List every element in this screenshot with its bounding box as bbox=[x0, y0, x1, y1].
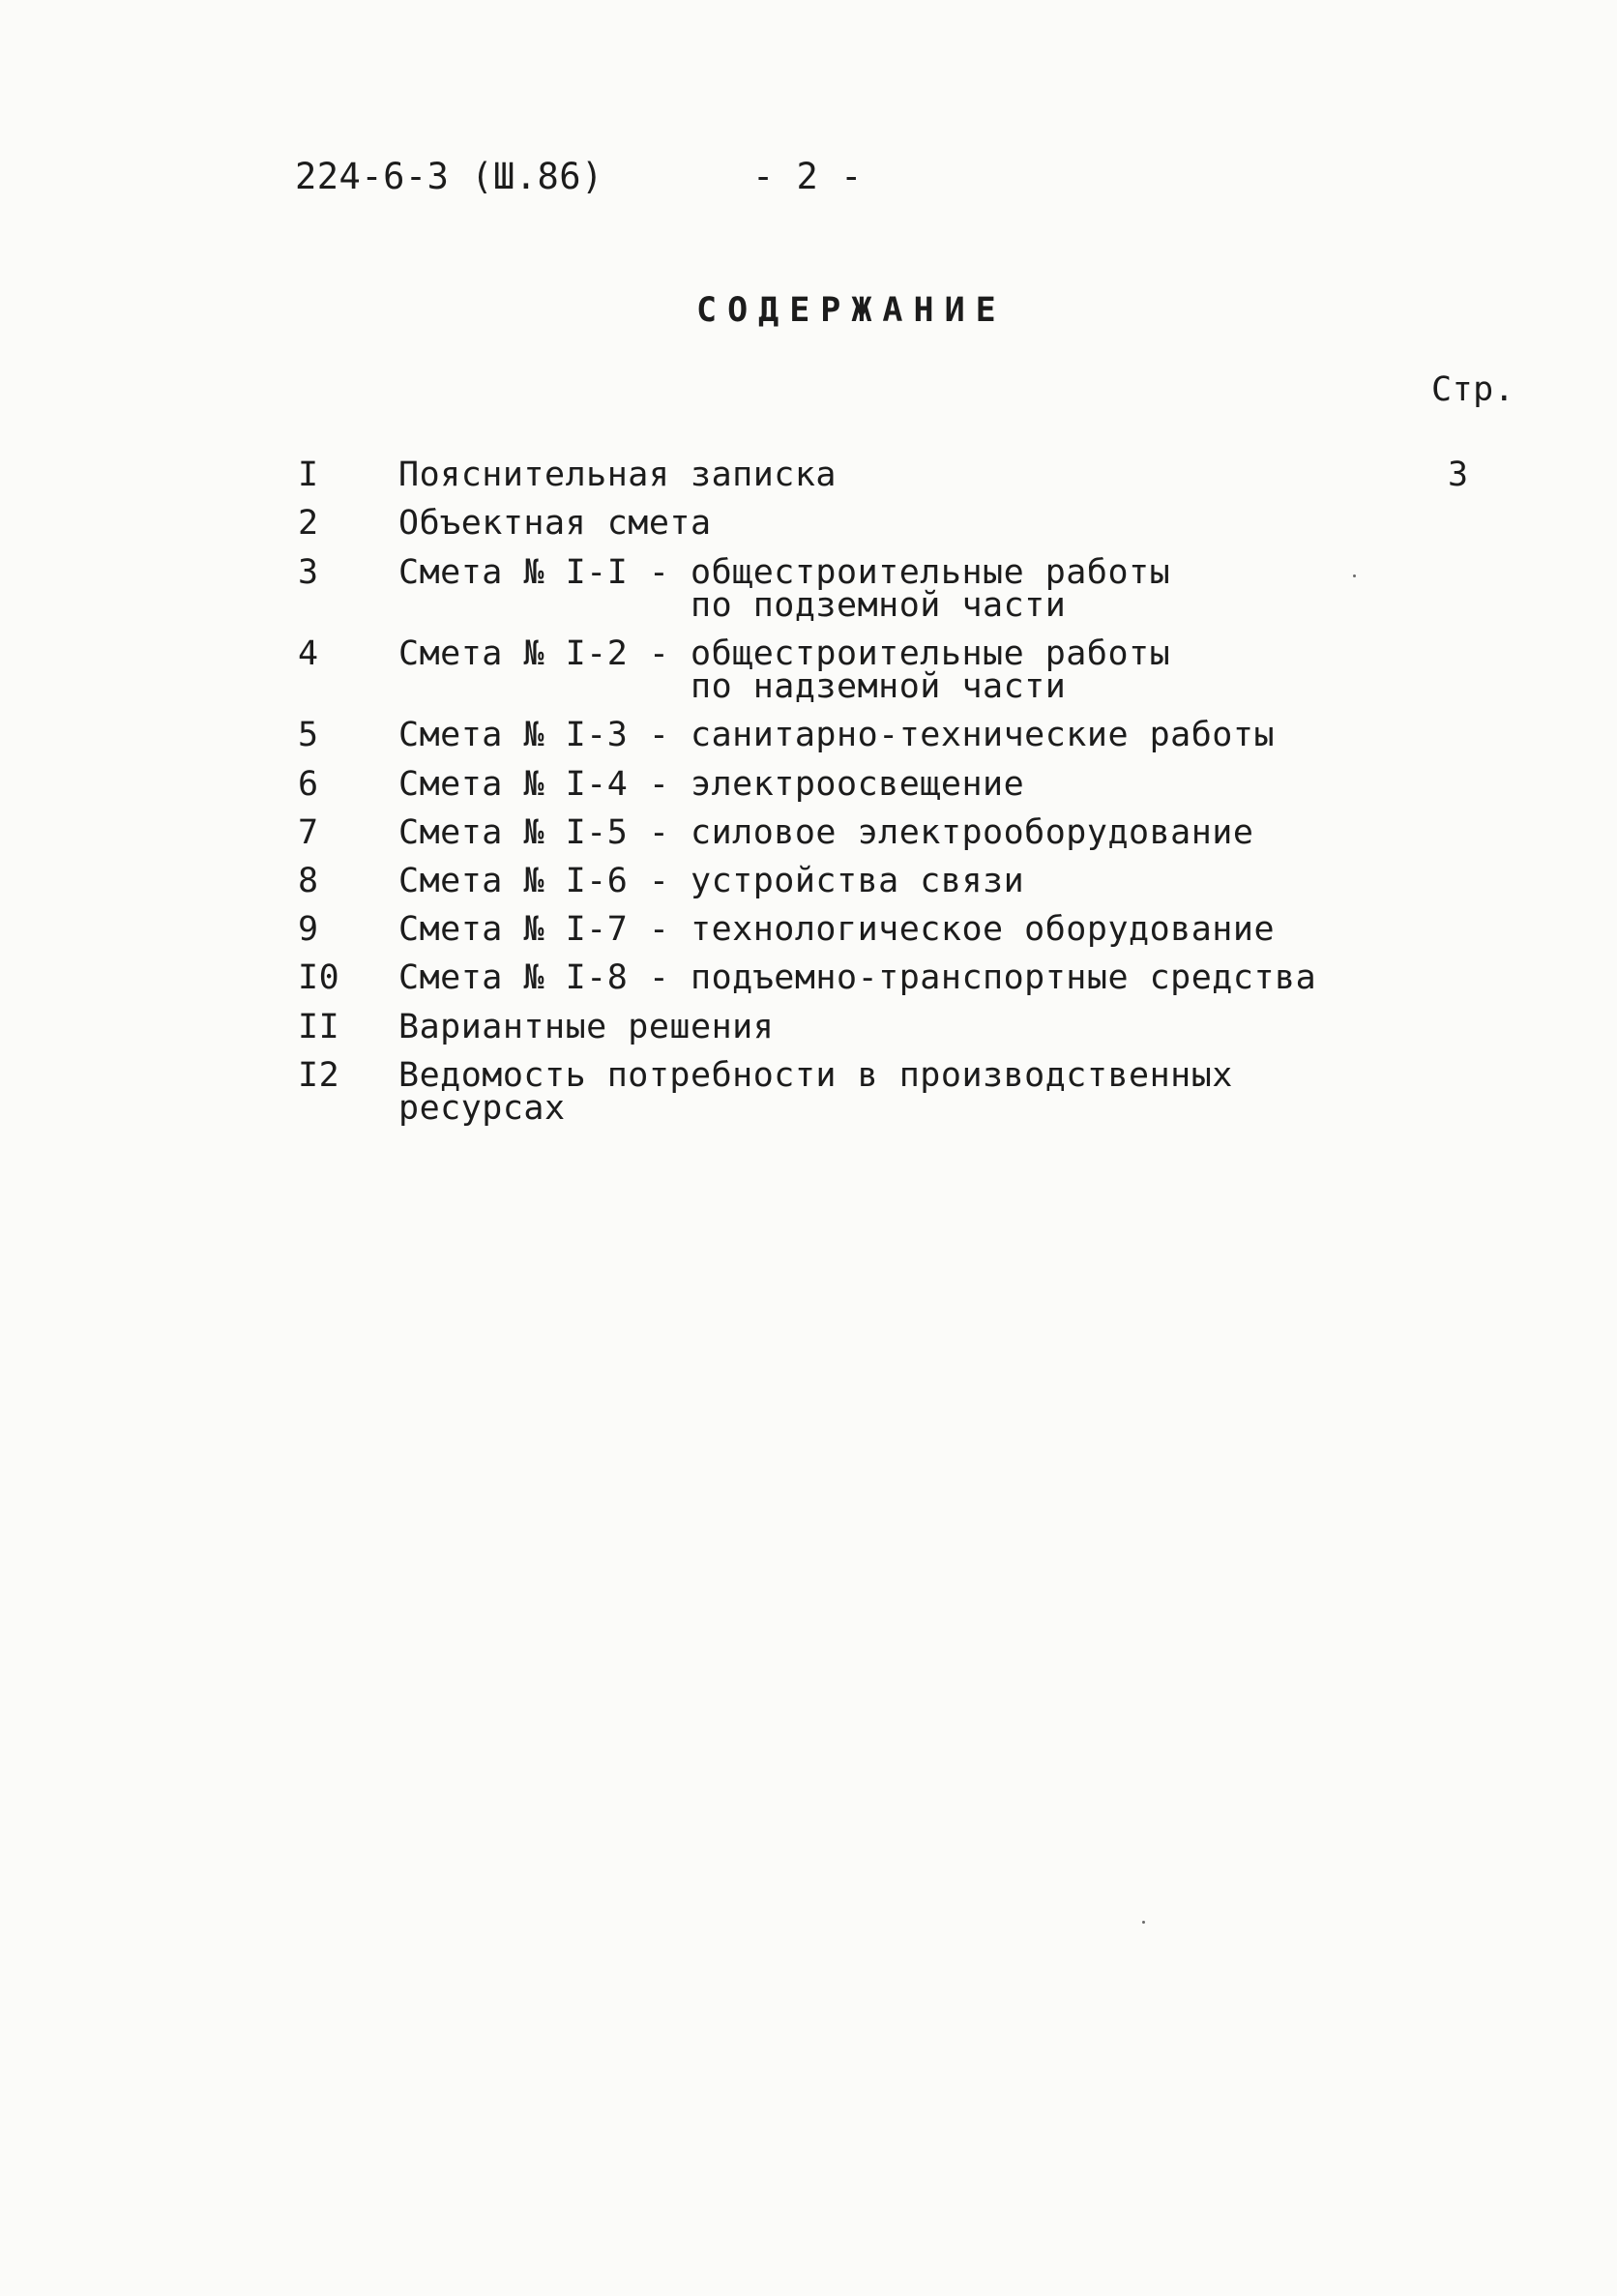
toc-entry-number: 3 bbox=[298, 553, 319, 592]
toc-entry-title: Смета № I-3 - санитарно-технические работы bbox=[398, 716, 1276, 754]
toc-entry-title: Ведомость потребности в производственных bbox=[398, 1056, 1233, 1095]
scan-speck bbox=[1142, 1921, 1145, 1924]
toc-entry-title: Смета № I-2 - общестроительные работы bbox=[398, 634, 1171, 673]
toc-entry-title: Смета № I-8 - подъемно-транспортные средства bbox=[398, 958, 1317, 997]
toc-entry-title: Смета № I-4 - электроосвещение bbox=[398, 765, 1025, 804]
toc-entry-title-continued: ресурсах bbox=[398, 1089, 566, 1128]
toc-entry-number: 7 bbox=[298, 813, 319, 852]
toc-entry-title: Вариантные решения bbox=[398, 1008, 775, 1046]
page-number: - 2 - bbox=[752, 156, 863, 197]
contents-title: СОДЕРЖАНИЕ bbox=[696, 291, 1007, 330]
toc-entry-title: Смета № I-I - общестроительные работы bbox=[398, 553, 1171, 592]
toc-entry-number: II bbox=[298, 1008, 340, 1046]
toc-entry-number: 5 bbox=[298, 716, 319, 754]
toc-entry-title: Объектная смета bbox=[398, 504, 712, 543]
toc-entry-number: I2 bbox=[298, 1056, 340, 1095]
toc-entry-number: 9 bbox=[298, 910, 319, 949]
toc-entry-title: Смета № I-6 - устройства связи bbox=[398, 862, 1025, 900]
toc-entry-title: Смета № I-7 - технологическое оборудование bbox=[398, 910, 1276, 949]
toc-entry-title: Смета № I-5 - силовое электрооборудование bbox=[398, 813, 1254, 852]
toc-entry-number: 6 bbox=[298, 765, 319, 804]
toc-entry-number: 2 bbox=[298, 504, 319, 543]
toc-entry-number: 4 bbox=[298, 634, 319, 673]
toc-entry-number: I0 bbox=[298, 958, 340, 997]
document-code: 224-6-3 (Ш.86) bbox=[295, 156, 603, 197]
page-column-header: Стр. bbox=[1431, 370, 1515, 409]
toc-entry-number: I bbox=[298, 456, 319, 494]
toc-entry-page: 3 bbox=[1448, 456, 1469, 494]
scan-speck bbox=[1353, 574, 1356, 577]
toc-entry-title-continued: по надземной части bbox=[398, 667, 1067, 706]
toc-entry-title-continued: по подземной части bbox=[398, 586, 1067, 625]
toc-entry-title: Пояснительная записка bbox=[398, 456, 838, 494]
toc-entry-number: 8 bbox=[298, 862, 319, 900]
